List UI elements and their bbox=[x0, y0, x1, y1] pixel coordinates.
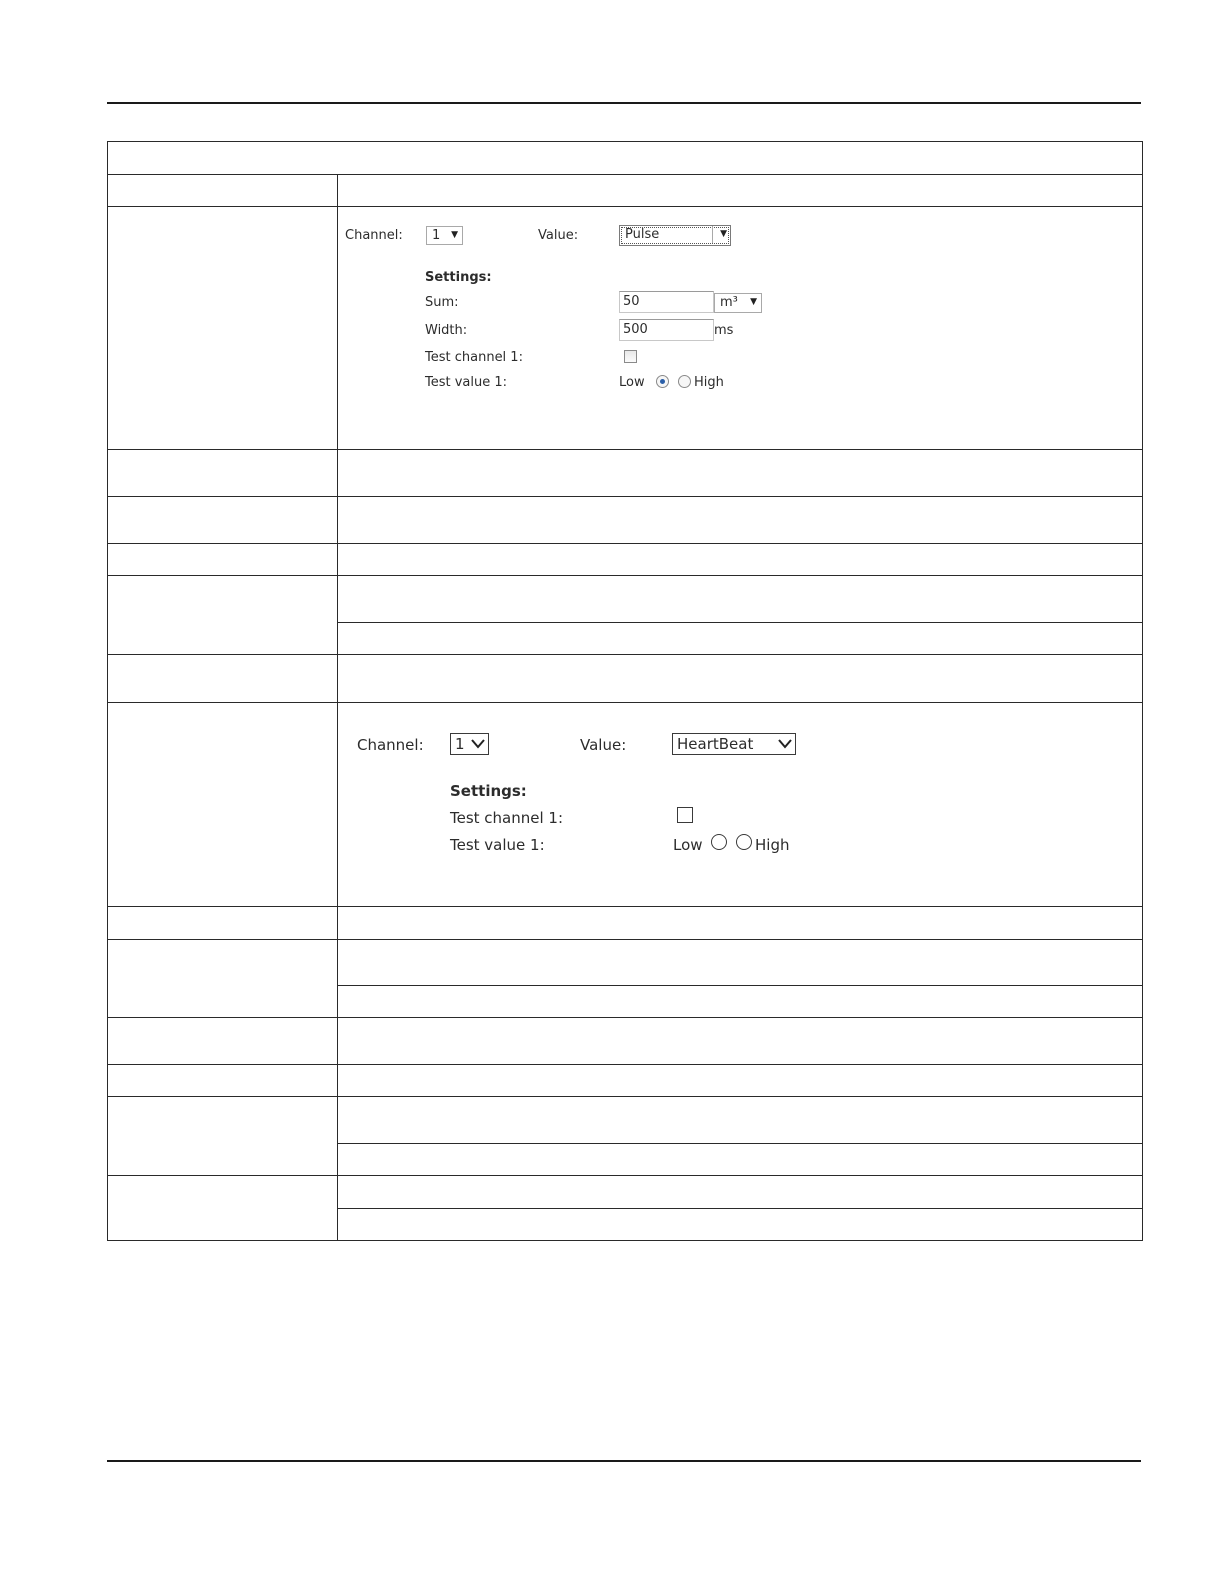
table-row-heartbeat-settings bbox=[108, 703, 1143, 907]
sum-input[interactable]: 50 bbox=[619, 291, 714, 313]
high-radio[interactable] bbox=[736, 834, 752, 850]
table-row bbox=[108, 1097, 1143, 1144]
dropdown-arrow-icon: ▼ bbox=[451, 230, 458, 240]
table-title-row bbox=[108, 142, 1143, 175]
table-row bbox=[108, 1176, 1143, 1209]
value-select[interactable]: HeartBeat bbox=[672, 733, 796, 755]
high-label: High bbox=[694, 375, 724, 390]
table-row bbox=[108, 175, 1143, 207]
low-label: Low bbox=[673, 836, 703, 854]
settings-table bbox=[107, 141, 1143, 1241]
table-row bbox=[108, 497, 1143, 544]
test-channel-label: Test channel 1: bbox=[425, 350, 523, 365]
footer-rule bbox=[107, 1460, 1141, 1462]
sum-unit-select[interactable]: m³ ▼ bbox=[714, 293, 762, 313]
test-value-label: Test value 1: bbox=[450, 836, 545, 854]
dropdown-arrow-icon: ▼ bbox=[750, 297, 757, 307]
width-input[interactable]: 500 bbox=[619, 319, 714, 341]
chevron-down-icon bbox=[471, 737, 485, 749]
table-row bbox=[108, 450, 1143, 497]
value-label: Value: bbox=[538, 228, 579, 243]
test-channel-checkbox[interactable] bbox=[624, 350, 637, 363]
table-row bbox=[108, 907, 1143, 940]
settings-heading: Settings: bbox=[450, 782, 527, 800]
sum-label: Sum: bbox=[425, 295, 459, 310]
channel-label: Channel: bbox=[357, 736, 424, 754]
test-value-label: Test value 1: bbox=[425, 375, 508, 390]
table-row bbox=[108, 1018, 1143, 1065]
table-row bbox=[108, 655, 1143, 703]
table-row bbox=[108, 544, 1143, 576]
channel-select[interactable]: 1 bbox=[450, 733, 489, 755]
low-radio[interactable] bbox=[711, 834, 727, 850]
pulse-settings-screenshot bbox=[338, 207, 1142, 449]
table-row bbox=[108, 576, 1143, 623]
low-radio[interactable] bbox=[656, 375, 669, 388]
channel-select[interactable]: 1 ▼ bbox=[426, 226, 463, 245]
width-label: Width: bbox=[425, 323, 468, 338]
test-channel-label: Test channel 1: bbox=[450, 809, 564, 827]
table-row bbox=[108, 940, 1143, 986]
heartbeat-settings-screenshot bbox=[338, 703, 1142, 906]
table-row bbox=[108, 1065, 1143, 1097]
value-select[interactable]: Pulse ▼ bbox=[619, 225, 731, 246]
chevron-down-icon bbox=[778, 737, 792, 749]
width-unit: ms bbox=[714, 323, 734, 338]
channel-label: Channel: bbox=[345, 228, 403, 243]
header-rule bbox=[107, 102, 1141, 104]
test-channel-checkbox[interactable] bbox=[677, 807, 693, 823]
high-label: High bbox=[755, 836, 790, 854]
table-row-pulse-settings bbox=[108, 207, 1143, 450]
dropdown-arrow-icon: ▼ bbox=[720, 229, 727, 239]
high-radio[interactable] bbox=[678, 375, 691, 388]
value-label: Value: bbox=[580, 736, 627, 754]
low-label: Low bbox=[619, 375, 645, 390]
settings-heading: Settings: bbox=[425, 270, 492, 285]
